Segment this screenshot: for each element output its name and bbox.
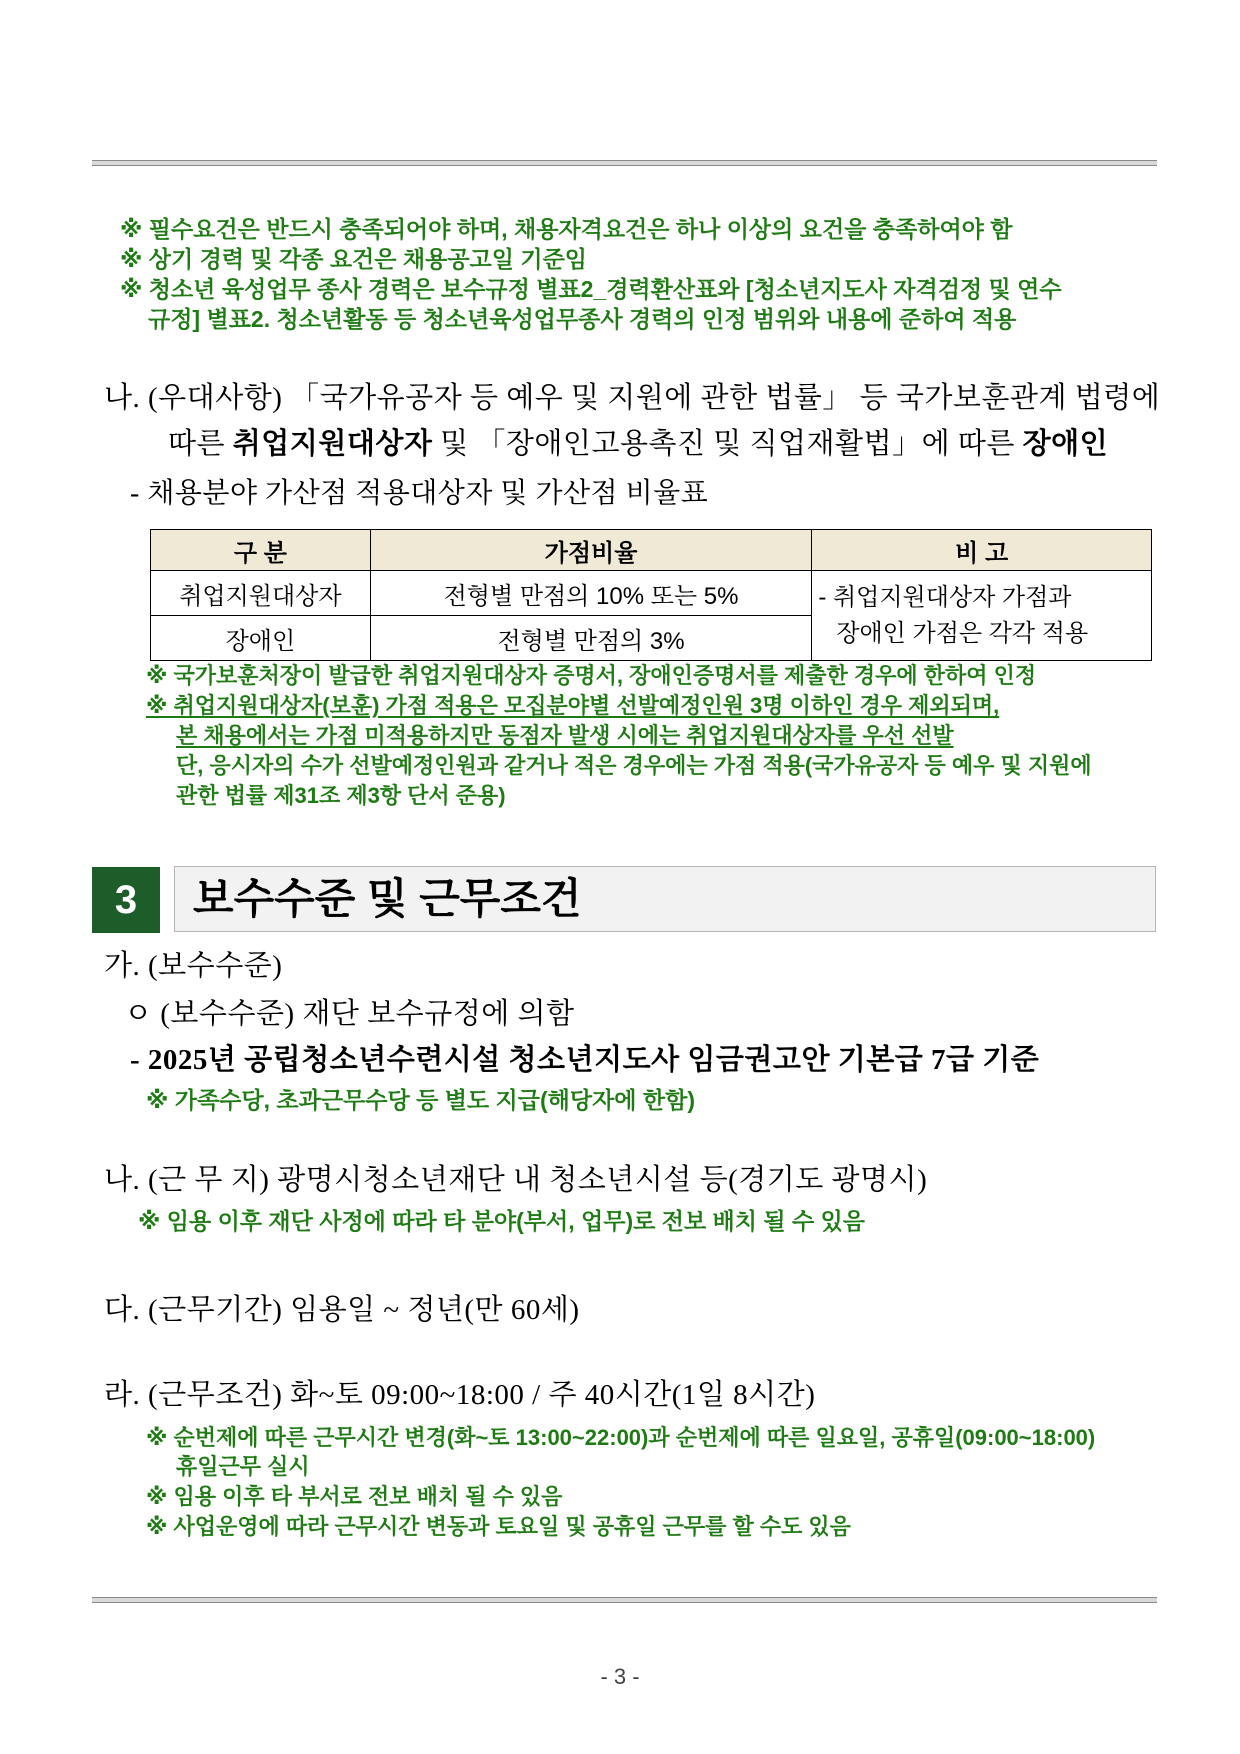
cell-category: 취업지원대상자 bbox=[151, 571, 371, 616]
note-veteran-bonus: ※ 취업지원대상자(보훈) 가점 적용은 모집분야별 선발예정인원 3명 이하인 경우 제외되며, bbox=[146, 693, 1000, 718]
section-title-box bbox=[174, 866, 1156, 932]
pay-heading: 가. (보수수준) bbox=[104, 950, 283, 982]
note-exception: 단, 응시자의 수가 선발예정인원과 같거나 적은 경우에는 가점 적용(국가유공자 등 예우 및 지원에 bbox=[176, 753, 1092, 778]
note-certificate: ※ 국가보훈처장이 발급한 취업지원대상자 증명서, 장애인증명서를 제출한 경우에 한하여 인정 bbox=[146, 663, 1037, 688]
header-ratio: 가점비율 bbox=[370, 530, 812, 571]
preference-line2: 따른 취업지원대상자 및 「장애인고용촉진 및 직업재활법」에 따른 장애인 bbox=[168, 428, 1109, 460]
workplace-line: 나. (근 무 지) 광명시청소년재단 내 청소년시설 등(경기도 광명시) bbox=[104, 1164, 928, 1196]
bold-veterans: 취업지원대상자 bbox=[232, 428, 433, 460]
note-shift: ※ 순번제에 따른 근무시간 변경(화~토 13:00~22:00)과 순번제에 따른 일요일, 공휴일(09:00~18:00) bbox=[146, 1425, 1096, 1450]
section-number: 3 bbox=[92, 867, 160, 933]
note-career-cont: 규정] 별표2. 청소년활동 등 청소년육성업무종사 경력의 인정 범위와 내용에 준하여 적용 bbox=[148, 306, 1017, 332]
pay-line1: ㅇ (보수수준) 재단 보수규정에 의함 bbox=[124, 998, 575, 1030]
note-shift-cont: 휴일근무 실시 bbox=[176, 1454, 310, 1479]
cell-ratio: 전형별 만점의 3% bbox=[370, 616, 812, 661]
note-career: ※ 청소년 육성업무 종사 경력은 보수규정 별표2_경력환산표와 [청소년지도사 자격검정 및 연수 bbox=[120, 276, 1062, 302]
cell-category: 장애인 bbox=[151, 616, 371, 661]
page-number: - 3 - bbox=[600, 1664, 640, 1689]
section-title: 보수수준 및 근무조건 bbox=[193, 875, 582, 922]
note-schedule-change: ※ 사업운영에 따라 근무시간 변동과 토요일 및 공휴일 근무를 할 수도 있음 bbox=[146, 1514, 851, 1539]
note-criteria-date: ※ 상기 경력 및 각종 요건은 채용공고일 기준임 bbox=[120, 246, 588, 272]
preference-heading: 나. (우대사항) 「국가유공자 등 예우 및 지원에 관한 법률」 등 국가보훈관계 법령에 bbox=[104, 382, 1161, 414]
note-exception-cont: 관한 법률 제31조 제3항 단서 준용) bbox=[176, 783, 506, 808]
table-row bbox=[151, 571, 1152, 616]
bold-disabled: 장애인 bbox=[1022, 428, 1109, 460]
note-required: ※ 필수요건은 반드시 충족되어야 하며, 채용자격요건은 하나 이상의 요건을 충족하여야 함 bbox=[120, 216, 1013, 242]
header-remark: 비 고 bbox=[812, 530, 1152, 571]
period-line: 다. (근무기간) 임용일 ~ 정년(만 60세) bbox=[104, 1294, 580, 1326]
bonus-table bbox=[150, 529, 1152, 661]
bonus-table-caption: - 채용분야 가산점 적용대상자 및 가산점 비율표 bbox=[130, 478, 709, 509]
note-dept-transfer: ※ 임용 이후 타 부서로 전보 배치 될 수 있음 bbox=[146, 1484, 563, 1509]
header-category: 구 분 bbox=[151, 530, 371, 571]
pay-line2: - 2025년 공립청소년수련시설 청소년지도사 임금권고안 기본급 7급 기준 bbox=[130, 1044, 1040, 1076]
note-tie-break: 본 채용에서는 가점 미적용하지만 동점자 발생 시에는 취업지원대상자를 우선 선발 bbox=[176, 723, 954, 748]
note-allowance: ※ 가족수당, 초과근무수당 등 별도 지급(해당자에 한함) bbox=[146, 1087, 695, 1113]
cell-remark: - 취업지원대상자 가점과 장애인 가점은 각각 적용 bbox=[812, 571, 1152, 661]
top-rule bbox=[92, 160, 1157, 166]
note-transfer: ※ 임용 이후 재단 사정에 따라 타 분야(부서, 업무)로 전보 배치 될 수 있음 bbox=[138, 1208, 866, 1234]
bottom-rule bbox=[92, 1597, 1157, 1603]
cell-ratio: 전형별 만점의 10% 또는 5% bbox=[370, 571, 812, 616]
conditions-line: 라. (근무조건) 화~토 09:00~18:00 / 주 40시간(1일 8시간) bbox=[104, 1379, 816, 1411]
table-header-row bbox=[151, 530, 1152, 571]
